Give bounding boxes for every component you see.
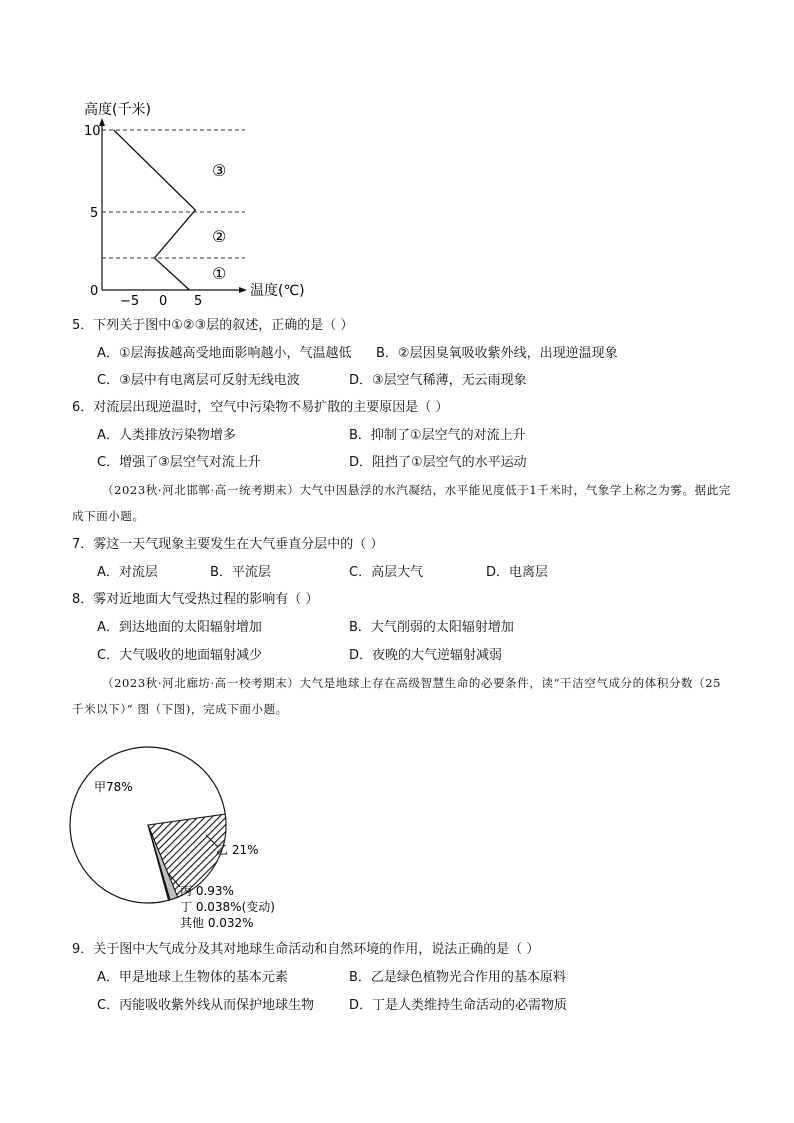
- source-note-1: （2023秋·河北邯郸·高一统考期末）大气中因悬浮的水汽凝结，水平能见度低于1千米时，气象学上称之为雾。据此完成下面小题。: [72, 483, 731, 523]
- question-5-option-b[interactable]: B．②层因臭氧吸收紫外线，出现逆温现象: [376, 346, 618, 361]
- temperature-profile-line: [114, 130, 196, 290]
- layer-1-label: ①: [212, 264, 227, 283]
- question-6-option-b[interactable]: B．抑制了①层空气的对流上升: [349, 428, 526, 443]
- pie-label-other: 其他 0.032%: [180, 916, 254, 930]
- pie-label-yi: 乙 21%: [216, 843, 259, 857]
- question-8-option-b[interactable]: B．大气削弱的太阳辐射增加: [349, 620, 514, 635]
- question-7-option-a[interactable]: A．对流层: [97, 565, 158, 580]
- question-6-option-c[interactable]: C．增强了③层空气对流上升: [97, 455, 261, 470]
- question-6-option-d[interactable]: D．阻挡了①层空气的水平运动: [349, 455, 527, 470]
- question-9-stem: 9．关于图中大气成分及其对地球生命活动和自然环境的作用，说法正确的是（ ）: [72, 942, 540, 957]
- layer-2-label: ②: [212, 227, 227, 246]
- pie-label-ding: 丁 0.038%(变动): [180, 900, 275, 914]
- x-tick-5: 5: [194, 294, 203, 309]
- question-7-option-c[interactable]: C．高层大气: [349, 565, 424, 580]
- air-composition-pie-chart: [60, 735, 320, 935]
- x-tick-0: 0: [159, 294, 168, 309]
- question-8-stem: 8．雾对近地面大气受热过程的影响有（ ）: [72, 592, 319, 607]
- question-8-option-d[interactable]: D．夜晚的大气逆辐射减弱: [349, 648, 503, 663]
- question-9-option-b[interactable]: B．乙是绿色植物光合作用的基本原料: [349, 970, 566, 985]
- question-6-option-a[interactable]: A．人类排放污染物增多: [97, 428, 236, 443]
- question-7-option-d[interactable]: D．电离层: [486, 565, 549, 580]
- question-9-option-a[interactable]: A．甲是地球上生物体的基本元素: [97, 970, 288, 985]
- question-9-option-c[interactable]: C．丙能吸收紫外线从而保护地球生物: [97, 998, 315, 1013]
- y-tick-0: 0: [90, 284, 99, 299]
- temperature-height-chart: [70, 90, 305, 309]
- layer-3-label: ③: [212, 161, 227, 180]
- x-axis-arrow: [239, 287, 247, 293]
- x-axis-label: 温度(℃): [250, 283, 305, 299]
- source-note-2: （2023秋·河北廊坊·高一校考期末）大气是地球上存在高级智慧生命的必要条件，读“干洁空气成分的体积分数（25千米以下）” 图（下图)，完成下面小题。: [72, 676, 722, 716]
- question-8-option-c[interactable]: C．大气吸收的地面辐射减少: [97, 648, 263, 663]
- y-axis-label: 高度(千米): [84, 102, 151, 118]
- y-tick-10: 10: [84, 124, 101, 139]
- question-5-option-c[interactable]: C．③层中有电离层可反射无线电波: [97, 373, 300, 388]
- pie-label-bing: 丙 0.93%: [180, 884, 234, 898]
- question-7-option-b[interactable]: B．平流层: [210, 565, 271, 580]
- question-5-option-d[interactable]: D．③层空气稀薄，无云雨现象: [349, 373, 527, 388]
- question-8-option-a[interactable]: A．到达地面的太阳辐射增加: [97, 620, 262, 635]
- question-7-stem: 7．雾这一天气现象主要发生在大气垂直分层中的（ ）: [72, 537, 384, 552]
- question-6-stem: 6．对流层出现逆温时，空气中污染物不易扩散的主要原因是（ ）: [72, 400, 449, 415]
- x-tick-minus5: −5: [120, 294, 140, 309]
- question-9-option-d[interactable]: D．丁是人类维持生命活动的必需物质: [349, 998, 568, 1013]
- question-5-stem: 5．下列关于图中①②③层的叙述，正确的是（ ）: [72, 318, 354, 333]
- y-tick-5: 5: [90, 206, 99, 221]
- question-5-option-a[interactable]: A．①层海拔越高受地面影响越小，气温越低: [97, 346, 352, 361]
- pie-label-jia: 甲78%: [94, 780, 133, 794]
